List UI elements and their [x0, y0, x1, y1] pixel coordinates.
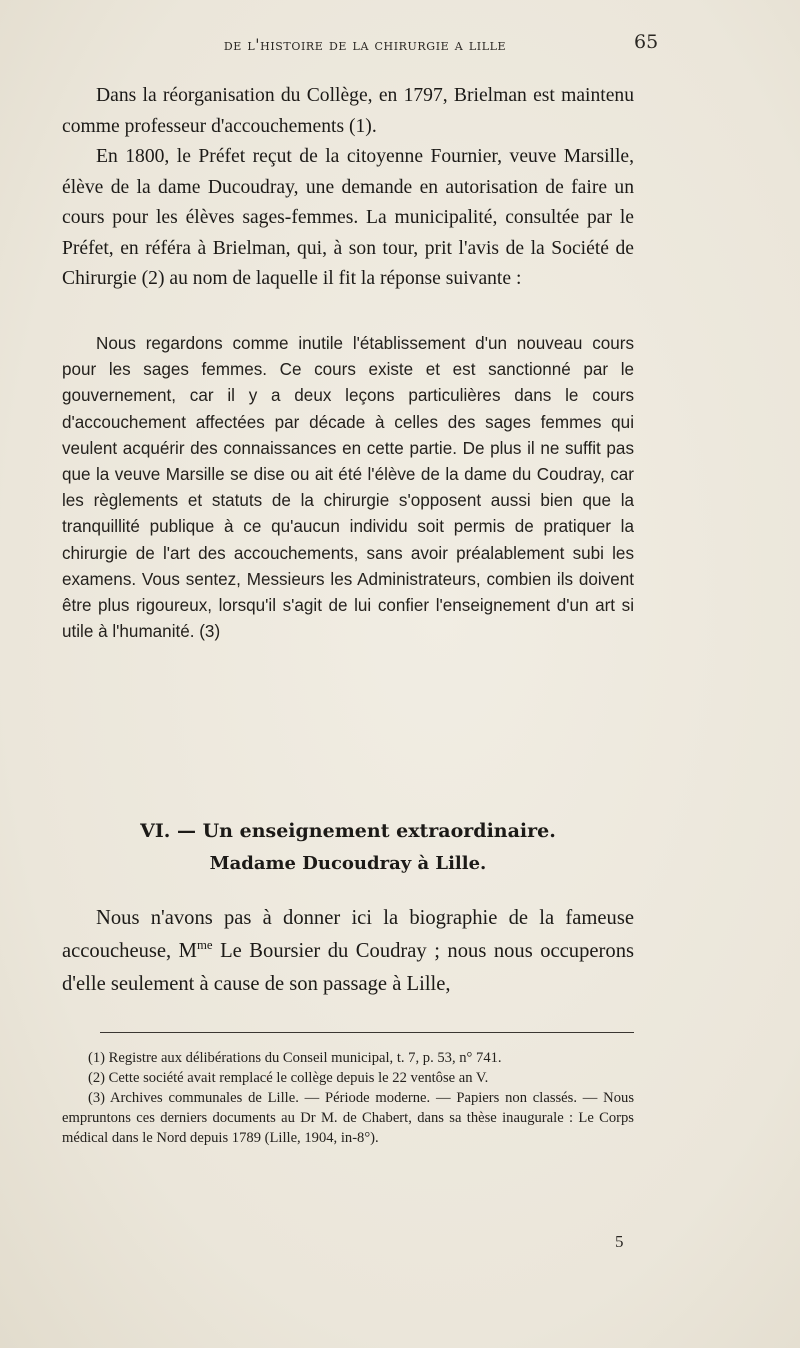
running-head: de l'histoire de la chirurgie a lille — [223, 36, 507, 54]
title-superscript: me — [197, 938, 213, 953]
paragraph-3 — [62, 902, 634, 1001]
section-heading: VI. — Un enseignement extraordinaire. — [140, 820, 556, 842]
footnotes — [62, 1048, 634, 1148]
paragraph-1: Dans la réorganisation du Collège, en 1797, Brielman est maintenu comme professeur d'accouchements (1). — [62, 85, 634, 137]
footnote-1: (1) Registre aux délibérations du Conseil municipal, t. 7, p. 53, n° 741. — [88, 1050, 502, 1066]
footnote-3: (3) Archives communales de Lille. — Période moderne. — Papiers non classés. — Nous empruntons ces derniers documents au Dr M. de Chabert, dans sa thèse inaugurale : Le Corps médical dans le Nord depuis 1789 (Lille, 1904, in-8°). — [62, 1090, 634, 1146]
footnote-2: (2) Cette société avait remplacé le collège depuis le 22 ventôse an V. — [88, 1070, 489, 1086]
section-subheading: Madame Ducoudray à Lille. — [209, 853, 487, 874]
quoted-reply: Nous regardons comme inutile l'établissement d'un nouveau cours pour les sages femmes. Ce cours existe et est sanctionné par le gouvernement, car il y a deux leçons particulières dans le cours d'accouchement affectées par décade à celles des sages femmes qui veulent acquérir des connaissances en cette partie. De plus il ne suffit pas que la veuve Marsille se dise ou ait été l'élève de la dame du Coudray, car les règlements et statuts de la chirurgie s'opposent aussi bien que la tranquillité publique à ce qu'aucun individu soit permis de pratiquer la chirurgie de l'art des accouchements, sans avoir préalablement subi les examens. Vous sentez, Messieurs les Administrateurs, combien ils doivent être plus rigoureux, lorsqu'il s'agit de lui confier l'enseignement d'un art si utile à l'humanité. (3) — [62, 334, 634, 642]
footnote-divider — [100, 1032, 634, 1033]
page-number: 65 — [634, 31, 659, 53]
paragraph-3-end: Le Boursier du Coudray ; nous nous occuperons d'elle seulement à cause de son passage à Lille, — [62, 940, 634, 995]
signature-mark: 5 — [615, 1232, 624, 1251]
paragraph-3-start: Nous n'avons pas à donner ici la biographie de la fameuse accoucheuse, M — [62, 907, 634, 962]
paragraph-2: En 1800, le Préfet reçut de la citoyenne Fournier, veuve Marsille, élève de la dame Ducoudray, une demande en autorisation de faire un cours pour les élèves sages-femmes. La municipalité, consultée par le Préfet, en référa à Brielman, qui, à son tour, prit l'avis de la Société de Chirurgie (2) au nom de laquelle il fit la réponse suivante : — [62, 146, 634, 290]
